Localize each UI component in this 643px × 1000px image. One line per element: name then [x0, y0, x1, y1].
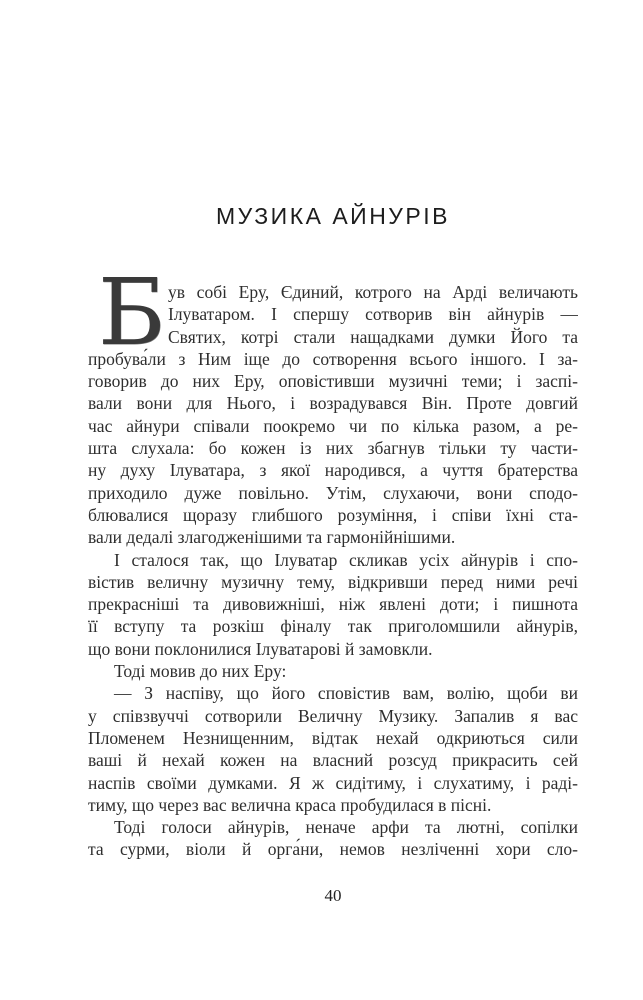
text-line: пробува́ли з Ним іще до сотворення всього іншого. І за-	[88, 348, 578, 369]
text-line: шта слухала: бо кожен із них збагнув тільки ту части-	[88, 438, 578, 459]
text-line: — З наспіву, що його сповістив вам, волію, щоби ви	[114, 683, 578, 704]
text-line: І сталося так, що Ілуватар скликав усіх айнурів і спо-	[114, 549, 578, 570]
text-line: Пломенем Незнищенним, відтак нехай одкриються сили	[88, 727, 578, 748]
text-line: Тоді голоси айнурів, неначе арфи та лютні, сопілки	[114, 817, 578, 838]
text-line: говорив до них Еру, оповістивши музичні теми; і заспі-	[88, 371, 578, 392]
text-line: час айнури співали поокремо чи по кілька разом, а ре-	[88, 415, 578, 436]
text-line: наспів своїми думками. Я ж сидітиму, і слухатиму, і раді-	[88, 772, 578, 793]
text-line: що вони поклонилися Ілуватарові й замовкли.	[88, 638, 433, 659]
paragraph	[88, 816, 578, 861]
chapter-title: МУЗИКА АЙНУРІВ	[216, 203, 450, 229]
text-line: у співзвуччі сотворили Величну Музику. Запалив я вас	[88, 705, 578, 726]
text-line: Ілуватаром. І спершу сотворив він айнурів —	[168, 304, 578, 325]
paragraph	[88, 660, 578, 682]
text-line: блювалися щоразу глибшого розуміння, і співи їхні ста-	[88, 504, 578, 525]
paragraph	[88, 259, 578, 549]
text-line: Святих, котрі стали нащадками думки Його та	[168, 326, 578, 347]
text-line: прекрасніші та дивовижніші, ніж явлені доти; і пишнота	[88, 594, 578, 615]
drop-cap-letter: Б	[98, 259, 166, 366]
text-line: вали дедалі злагодженішими та гармонійнішими.	[88, 527, 456, 548]
text-line: ваші й нехай кожен на власний розсуд прикрасить сей	[88, 750, 578, 771]
text-line: тиму, що через вас велична краса пробудилася в пісні.	[88, 794, 492, 815]
paragraph	[88, 549, 578, 660]
text-line: та сурми, віоли й орга́ни, немов незліченні хори сло-	[88, 839, 578, 860]
page-number: 40	[324, 886, 342, 905]
text-line: вістив величну музичну тему, відкривши перед ними речі	[88, 571, 578, 592]
text-line: вали вони для Нього, і возрадувався Він. Проте довгий	[88, 393, 578, 414]
body-text	[88, 259, 578, 861]
text-line: приходило дуже повільно. Утім, слухаючи, вони сподо-	[88, 482, 578, 503]
text-line: Тоді мовив до них Еру:	[114, 661, 287, 682]
paragraph	[88, 682, 578, 816]
text-line: її вступу та розкіш фіналу так приголомшили айнурів,	[88, 616, 578, 637]
text-line: ув собі Еру, Єдиний, котрого на Арді величають	[168, 282, 578, 302]
text-line: ну духу Ілуватара, з якої народився, а чуття братерства	[88, 460, 578, 481]
